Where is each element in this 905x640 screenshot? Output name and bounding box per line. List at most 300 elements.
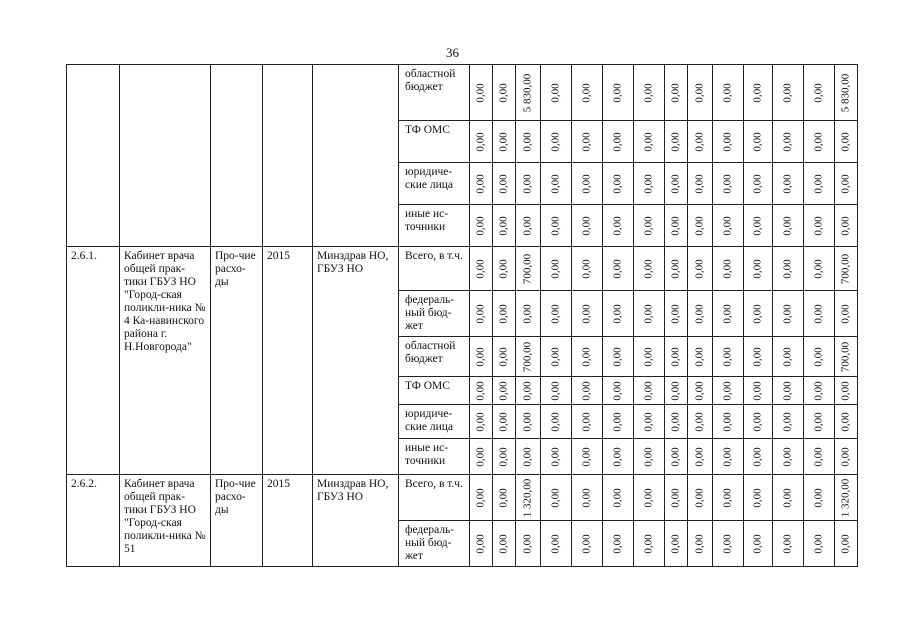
value-cell xyxy=(835,205,858,247)
value-cell xyxy=(572,405,603,439)
value-text: 0,00 xyxy=(751,346,764,367)
value-cell xyxy=(713,121,744,163)
value-text: 0,00 xyxy=(781,82,794,103)
value-cell xyxy=(804,247,835,291)
value-text: 0,00 xyxy=(721,380,734,401)
value-text: 0,00 xyxy=(497,346,510,367)
value-text: 0,00 xyxy=(839,173,852,194)
value-text: 0,00 xyxy=(781,131,794,152)
value-cell xyxy=(804,65,835,121)
value-text: 0,00 xyxy=(781,533,794,554)
value-cell xyxy=(713,439,744,475)
value-cell xyxy=(744,377,773,405)
value-text: 0,00 xyxy=(549,258,562,279)
value-text: 0,00 xyxy=(812,380,825,401)
value-text: 0,00 xyxy=(611,258,624,279)
value-text: 0,00 xyxy=(839,303,852,324)
value-cell xyxy=(572,121,603,163)
value-text: 0,00 xyxy=(781,380,794,401)
value-cell xyxy=(516,377,541,405)
value-text: 0,00 xyxy=(839,411,852,432)
value-cell xyxy=(634,521,665,567)
value-text: 0,00 xyxy=(669,446,682,467)
value-text: 0,00 xyxy=(751,411,764,432)
value-text: 5 830,00 xyxy=(839,73,852,112)
value-text: 0,00 xyxy=(839,533,852,554)
value-text: 1 320,00 xyxy=(839,478,852,517)
value-cell xyxy=(773,205,804,247)
value-cell xyxy=(713,521,744,567)
value-cell xyxy=(688,163,713,205)
value-text: 1 320,00 xyxy=(521,478,534,517)
value-cell xyxy=(541,121,572,163)
value-cell xyxy=(516,405,541,439)
value-cell xyxy=(470,205,493,247)
value-cell xyxy=(744,121,773,163)
expense-type: Про-чие расхо-ды xyxy=(211,475,263,567)
value-text: 0,00 xyxy=(839,380,852,401)
value-cell xyxy=(835,163,858,205)
value-cell xyxy=(516,337,541,377)
value-text: 0,00 xyxy=(839,446,852,467)
value-cell xyxy=(744,475,773,521)
value-cell xyxy=(804,475,835,521)
value-cell xyxy=(603,405,634,439)
value-text: 0,00 xyxy=(521,303,534,324)
value-text: 700,00 xyxy=(839,341,852,372)
value-cell xyxy=(773,163,804,205)
value-text: 0,00 xyxy=(781,303,794,324)
value-cell xyxy=(688,121,713,163)
value-cell xyxy=(744,163,773,205)
value-cell xyxy=(835,291,858,337)
value-cell xyxy=(603,205,634,247)
value-text: 0,00 xyxy=(611,131,624,152)
value-text: 0,00 xyxy=(521,173,534,194)
value-cell xyxy=(773,439,804,475)
value-cell xyxy=(835,405,858,439)
value-cell xyxy=(634,377,665,405)
value-text: 0,00 xyxy=(611,215,624,236)
value-cell xyxy=(804,521,835,567)
value-text: 0,00 xyxy=(751,82,764,103)
value-cell xyxy=(634,439,665,475)
value-text: 0,00 xyxy=(580,258,593,279)
value-text: 0,00 xyxy=(839,131,852,152)
value-cell xyxy=(773,405,804,439)
value-text: 0,00 xyxy=(642,303,655,324)
value-text: 0,00 xyxy=(751,131,764,152)
value-cell xyxy=(634,205,665,247)
value-text: 0,00 xyxy=(812,533,825,554)
value-cell xyxy=(804,121,835,163)
value-cell xyxy=(572,521,603,567)
value-cell xyxy=(713,337,744,377)
value-cell xyxy=(713,291,744,337)
value-cell xyxy=(665,65,688,121)
value-text: 0,00 xyxy=(812,131,825,152)
value-text: 0,00 xyxy=(669,303,682,324)
value-cell xyxy=(541,405,572,439)
value-text: 0,00 xyxy=(721,258,734,279)
value-text: 0,00 xyxy=(812,82,825,103)
value-text: 0,00 xyxy=(751,215,764,236)
value-cell xyxy=(688,377,713,405)
value-cell xyxy=(665,291,688,337)
value-text: 0,00 xyxy=(693,411,706,432)
value-text: 0,00 xyxy=(642,411,655,432)
value-text: 0,00 xyxy=(474,487,487,508)
value-text: 0,00 xyxy=(693,303,706,324)
value-cell xyxy=(603,163,634,205)
value-cell xyxy=(603,65,634,121)
item-number: 2.6.1. xyxy=(67,247,120,475)
value-cell xyxy=(493,205,516,247)
value-text: 0,00 xyxy=(474,411,487,432)
value-text: 0,00 xyxy=(642,215,655,236)
value-text: 0,00 xyxy=(721,215,734,236)
value-cell xyxy=(541,439,572,475)
value-cell xyxy=(713,377,744,405)
value-cell xyxy=(603,377,634,405)
value-text: 0,00 xyxy=(497,533,510,554)
value-cell xyxy=(688,405,713,439)
funding-source: юридиче-ские лица xyxy=(399,163,470,205)
value-text: 0,00 xyxy=(497,380,510,401)
value-cell xyxy=(572,377,603,405)
value-text: 0,00 xyxy=(721,533,734,554)
value-cell xyxy=(773,65,804,121)
value-cell xyxy=(470,521,493,567)
value-text: 0,00 xyxy=(751,533,764,554)
value-cell xyxy=(665,163,688,205)
value-text: 0,00 xyxy=(497,173,510,194)
value-text: 0,00 xyxy=(751,380,764,401)
value-text: 0,00 xyxy=(693,487,706,508)
value-text: 0,00 xyxy=(549,215,562,236)
value-cell xyxy=(572,439,603,475)
value-cell xyxy=(713,205,744,247)
item-name xyxy=(120,65,211,247)
value-cell xyxy=(541,205,572,247)
funding-source: Всего, в т.ч. xyxy=(399,475,470,521)
value-cell xyxy=(773,291,804,337)
value-cell xyxy=(835,337,858,377)
value-text: 0,00 xyxy=(549,173,562,194)
executor-name xyxy=(313,65,399,247)
value-cell xyxy=(493,337,516,377)
value-text: 0,00 xyxy=(693,533,706,554)
value-text: 0,00 xyxy=(642,346,655,367)
value-text: 0,00 xyxy=(669,380,682,401)
value-cell xyxy=(470,405,493,439)
executor-name: Минздрав НО, ГБУЗ НО xyxy=(313,247,399,475)
value-text: 700,00 xyxy=(839,253,852,284)
value-cell xyxy=(541,163,572,205)
funding-source: ТФ ОМС xyxy=(399,377,470,405)
value-cell xyxy=(713,247,744,291)
value-cell xyxy=(603,247,634,291)
value-cell xyxy=(493,405,516,439)
value-text: 0,00 xyxy=(812,346,825,367)
value-text: 0,00 xyxy=(521,411,534,432)
value-text: 0,00 xyxy=(642,446,655,467)
value-text: 0,00 xyxy=(642,487,655,508)
value-cell xyxy=(493,291,516,337)
value-text: 0,00 xyxy=(474,258,487,279)
item-year xyxy=(263,65,313,247)
value-cell xyxy=(835,439,858,475)
funding-source: Всего, в т.ч. xyxy=(399,247,470,291)
value-text: 0,00 xyxy=(812,303,825,324)
value-cell xyxy=(493,247,516,291)
value-cell xyxy=(516,65,541,121)
value-cell xyxy=(804,163,835,205)
funding-source: областной бюджет xyxy=(399,65,470,121)
value-cell xyxy=(773,247,804,291)
value-cell xyxy=(493,121,516,163)
value-text: 0,00 xyxy=(549,380,562,401)
value-text: 0,00 xyxy=(474,346,487,367)
value-text: 0,00 xyxy=(474,380,487,401)
value-cell xyxy=(835,247,858,291)
value-cell xyxy=(835,475,858,521)
value-cell xyxy=(713,475,744,521)
value-text: 0,00 xyxy=(721,487,734,508)
value-text: 0,00 xyxy=(669,346,682,367)
value-text: 0,00 xyxy=(580,380,593,401)
value-cell xyxy=(665,377,688,405)
value-text: 0,00 xyxy=(751,258,764,279)
value-cell xyxy=(835,521,858,567)
value-text: 0,00 xyxy=(497,411,510,432)
value-text: 0,00 xyxy=(839,215,852,236)
value-cell xyxy=(470,247,493,291)
value-cell xyxy=(744,291,773,337)
value-text: 0,00 xyxy=(580,82,593,103)
funding-source: федераль-ный бюд-жет xyxy=(399,291,470,337)
value-text: 0,00 xyxy=(669,411,682,432)
value-cell xyxy=(516,121,541,163)
value-text: 0,00 xyxy=(669,258,682,279)
value-text: 0,00 xyxy=(497,258,510,279)
item-number: 2.6.2. xyxy=(67,475,120,567)
value-cell xyxy=(744,439,773,475)
value-text: 0,00 xyxy=(693,258,706,279)
value-text: 0,00 xyxy=(521,446,534,467)
value-cell xyxy=(665,337,688,377)
value-cell xyxy=(470,65,493,121)
value-text: 0,00 xyxy=(642,380,655,401)
value-cell xyxy=(572,163,603,205)
value-text: 0,00 xyxy=(474,533,487,554)
value-text: 0,00 xyxy=(580,487,593,508)
value-text: 0,00 xyxy=(642,82,655,103)
value-cell xyxy=(470,163,493,205)
value-cell xyxy=(470,337,493,377)
value-text: 0,00 xyxy=(611,303,624,324)
value-cell xyxy=(665,475,688,521)
value-cell xyxy=(688,247,713,291)
value-cell xyxy=(688,205,713,247)
value-text: 700,00 xyxy=(521,341,534,372)
value-text: 0,00 xyxy=(669,215,682,236)
value-text: 0,00 xyxy=(721,303,734,324)
value-text: 0,00 xyxy=(693,346,706,367)
expense-type: Про-чие расхо-ды xyxy=(211,247,263,475)
value-text: 0,00 xyxy=(721,173,734,194)
item-name: Кабинет врача общей прак-тики ГБУЗ НО "Город-ская поликли-ника № 51 xyxy=(120,475,211,567)
value-cell xyxy=(804,291,835,337)
value-cell xyxy=(665,205,688,247)
value-cell xyxy=(541,65,572,121)
value-text: 0,00 xyxy=(474,446,487,467)
funding-source: федераль-ный бюд-жет xyxy=(399,521,470,567)
value-cell xyxy=(688,521,713,567)
value-text: 0,00 xyxy=(611,487,624,508)
value-cell xyxy=(688,65,713,121)
value-text: 0,00 xyxy=(642,173,655,194)
value-text: 0,00 xyxy=(521,380,534,401)
value-cell xyxy=(634,121,665,163)
value-text: 0,00 xyxy=(642,533,655,554)
executor-name: Минздрав НО, ГБУЗ НО xyxy=(313,475,399,567)
value-text: 0,00 xyxy=(580,411,593,432)
value-text: 0,00 xyxy=(781,487,794,508)
value-cell xyxy=(665,121,688,163)
value-cell xyxy=(634,475,665,521)
value-cell xyxy=(516,291,541,337)
value-text: 0,00 xyxy=(549,346,562,367)
value-text: 0,00 xyxy=(497,487,510,508)
value-text: 0,00 xyxy=(721,131,734,152)
value-text: 0,00 xyxy=(497,303,510,324)
table-row xyxy=(67,475,858,521)
value-cell xyxy=(493,475,516,521)
value-cell xyxy=(470,291,493,337)
value-cell xyxy=(603,475,634,521)
value-cell xyxy=(634,247,665,291)
value-text: 0,00 xyxy=(642,131,655,152)
value-cell xyxy=(665,247,688,291)
value-cell xyxy=(603,121,634,163)
value-text: 0,00 xyxy=(474,173,487,194)
value-text: 0,00 xyxy=(812,215,825,236)
funding-source: ТФ ОМС xyxy=(399,121,470,163)
value-text: 0,00 xyxy=(669,487,682,508)
value-cell xyxy=(713,65,744,121)
value-cell xyxy=(688,291,713,337)
value-cell xyxy=(744,405,773,439)
value-cell xyxy=(773,377,804,405)
value-text: 0,00 xyxy=(751,173,764,194)
value-cell xyxy=(634,163,665,205)
value-cell xyxy=(516,439,541,475)
value-cell xyxy=(773,521,804,567)
value-cell xyxy=(603,521,634,567)
value-text: 0,00 xyxy=(580,131,593,152)
value-text: 0,00 xyxy=(549,131,562,152)
value-cell xyxy=(493,439,516,475)
value-text: 0,00 xyxy=(781,411,794,432)
funding-source: областной бюджет xyxy=(399,337,470,377)
funding-source: иные ис-точники xyxy=(399,439,470,475)
item-number xyxy=(67,65,120,247)
value-text: 0,00 xyxy=(497,131,510,152)
page-number: 36 xyxy=(446,45,459,60)
value-text: 0,00 xyxy=(751,446,764,467)
value-cell xyxy=(603,439,634,475)
value-cell xyxy=(773,337,804,377)
value-cell xyxy=(688,439,713,475)
value-cell xyxy=(744,521,773,567)
value-cell xyxy=(603,291,634,337)
value-text: 0,00 xyxy=(812,173,825,194)
value-text: 0,00 xyxy=(580,533,593,554)
expense-type xyxy=(211,65,263,247)
table-row xyxy=(67,247,858,291)
value-cell xyxy=(493,65,516,121)
value-cell xyxy=(516,205,541,247)
value-text: 0,00 xyxy=(549,303,562,324)
value-text: 0,00 xyxy=(549,82,562,103)
value-text: 0,00 xyxy=(669,173,682,194)
value-text: 0,00 xyxy=(751,487,764,508)
value-text: 5 830,00 xyxy=(521,73,534,112)
value-text: 0,00 xyxy=(611,346,624,367)
value-cell xyxy=(835,377,858,405)
value-cell xyxy=(688,337,713,377)
value-cell xyxy=(493,521,516,567)
value-text: 0,00 xyxy=(669,533,682,554)
value-text: 0,00 xyxy=(497,215,510,236)
value-cell xyxy=(470,377,493,405)
value-text: 0,00 xyxy=(721,411,734,432)
value-cell xyxy=(665,439,688,475)
value-text: 0,00 xyxy=(580,215,593,236)
value-text: 0,00 xyxy=(521,533,534,554)
value-cell xyxy=(516,475,541,521)
value-text: 0,00 xyxy=(474,131,487,152)
value-text: 0,00 xyxy=(497,446,510,467)
value-cell xyxy=(665,521,688,567)
value-cell xyxy=(603,337,634,377)
value-cell xyxy=(541,475,572,521)
value-cell xyxy=(713,405,744,439)
funding-source: иные ис-точники xyxy=(399,205,470,247)
value-text: 0,00 xyxy=(781,215,794,236)
value-text: 0,00 xyxy=(693,173,706,194)
value-cell xyxy=(541,521,572,567)
value-cell xyxy=(744,65,773,121)
value-cell xyxy=(804,337,835,377)
value-text: 0,00 xyxy=(781,258,794,279)
value-text: 0,00 xyxy=(611,173,624,194)
budget-table xyxy=(66,64,858,567)
value-text: 0,00 xyxy=(521,131,534,152)
value-text: 0,00 xyxy=(693,82,706,103)
value-text: 0,00 xyxy=(549,446,562,467)
value-text: 0,00 xyxy=(721,82,734,103)
value-text: 0,00 xyxy=(693,446,706,467)
value-cell xyxy=(744,247,773,291)
value-cell xyxy=(572,337,603,377)
value-text: 0,00 xyxy=(669,82,682,103)
value-text: 0,00 xyxy=(474,215,487,236)
value-text: 0,00 xyxy=(611,411,624,432)
value-text: 0,00 xyxy=(549,411,562,432)
value-cell xyxy=(516,521,541,567)
